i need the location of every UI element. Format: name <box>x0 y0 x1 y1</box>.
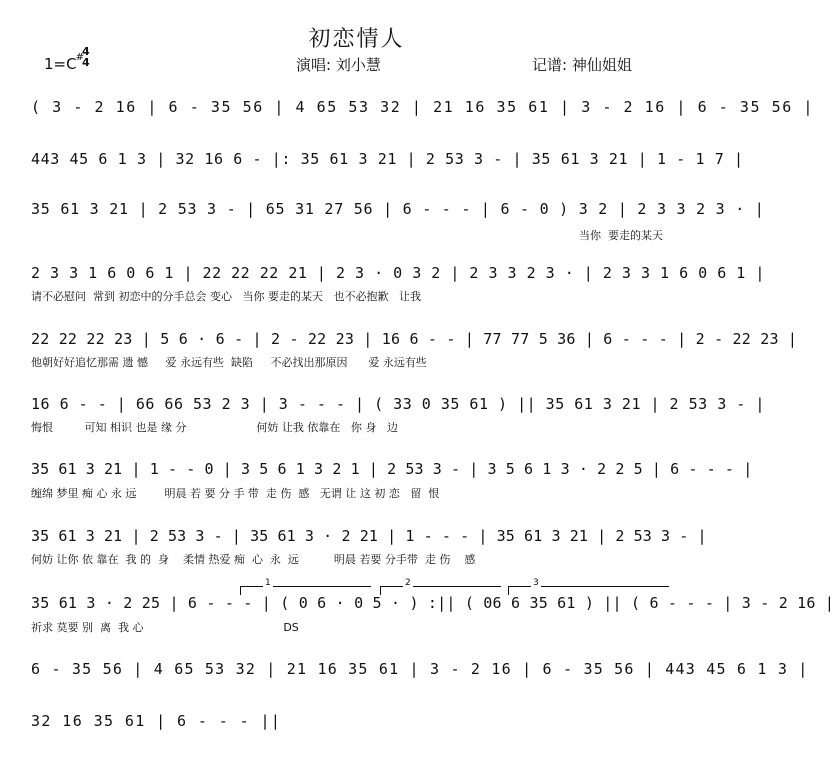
staff-row-10: 6 - 35 56 | 4 65 53 32 | 21 16 35 61 | 3 - 2 16 | 6 - 35 56 | 443 45 6 1 3 | <box>31 660 809 678</box>
key-text: 1=C <box>44 55 77 73</box>
notation-credit: 记谱: 神仙姐姐 <box>532 56 632 74</box>
staff-row-3: 35 61 3 21 | 2 53 3 - | 65 31 27 56 | 6 - - - | 6 - 0 ) 3 2 | 2 3 3 2 3 · | <box>31 200 765 218</box>
time-signature <box>82 46 90 68</box>
song-title: 初恋情人 <box>308 27 405 52</box>
staff-row-11: 32 16 35 61 | 6 - - - || <box>31 712 282 730</box>
staff-row-9: 35 61 3 · 2 25 | 6 - - - | ( 0 6 · 0 5 · ) :|| ( 06 6 35 61 ) || ( 6 - - - | 3 - 2 16 | <box>31 594 834 612</box>
staff-row-5: 22 22 22 23 | 5 6 · 6 - | 2 - 22 23 | 16 6 - - | 77 77 5 36 | 6 - - - | 2 - 22 23 | <box>31 330 798 348</box>
staff-row-8: 35 61 3 21 | 2 53 3 - | 35 61 3 · 2 21 | 1 - - - | 35 61 3 21 | 2 53 3 - | <box>31 527 707 545</box>
lyric-row-9: 祈求 莫要 别 离 我 心 DS <box>31 621 299 634</box>
volta-3-label: 3 <box>533 578 539 588</box>
staff-row-1: ( 3 - 2 16 | 6 - 35 56 | 4 65 53 32 | 21 16 35 61 | 3 - 2 16 | 6 - 35 56 | <box>31 98 814 116</box>
lyric-row-7: 缠绵 梦里 痴 心 永 远 明晨 若 要 分 手 带 走 伤 感 无谓 让 这 初 恋 留 恨 <box>31 487 440 500</box>
time-top: 4 <box>82 45 90 58</box>
singer-credit: 演唱: 刘小慧 <box>296 56 381 74</box>
staff-row-7: 35 61 3 21 | 1 - - 0 | 3 5 6 1 3 2 1 | 2 53 3 - | 3 5 6 1 3 · 2 2 5 | 6 - - - | <box>31 460 753 478</box>
lyric-row-6: 悔恨 可知 相识 也是 缘 分 何妨 让我 依靠在 你 身 边 <box>31 421 398 434</box>
time-bottom: 4 <box>82 56 90 69</box>
volta-1-label: 1 <box>265 578 271 588</box>
sharp-sign: # <box>75 52 84 63</box>
lyric-row-4: 请不必慰问 常到 初恋中的分手总会 变心 当你 要走的某天 也不必抱歉 让我 <box>31 290 421 303</box>
staff-row-2: 443 45 6 1 3 | 32 16 6 - |: 35 61 3 21 | 2 53 3 - | 35 61 3 21 | 1 - 1 7 | <box>31 150 744 168</box>
lyric-row-5: 他朝好好追忆那需 遗 憾 爱 永远有些 缺陷 不必找出那原因 爱 永远有些 <box>31 356 427 369</box>
volta-2-label: 2 <box>405 578 411 588</box>
lyric-row-8: 何妨 让你 依 靠在 我 的 身 柔情 热爱 痴 心 永 远 明晨 若要 分手带 走 伤 感 <box>31 553 476 566</box>
staff-row-6: 16 6 - - | 66 66 53 2 3 | 3 - - - | ( 33 0 35 61 ) || 35 61 3 21 | 2 53 3 - | <box>31 395 765 413</box>
lyric-row-3: 当你 要走的某天 <box>579 229 663 242</box>
key-signature <box>44 52 84 73</box>
staff-row-4: 2 3 3 1 6 0 6 1 | 22 22 22 21 | 2 3 · 0 3 2 | 2 3 3 2 3 · | 2 3 3 1 6 0 6 1 | <box>31 264 765 282</box>
